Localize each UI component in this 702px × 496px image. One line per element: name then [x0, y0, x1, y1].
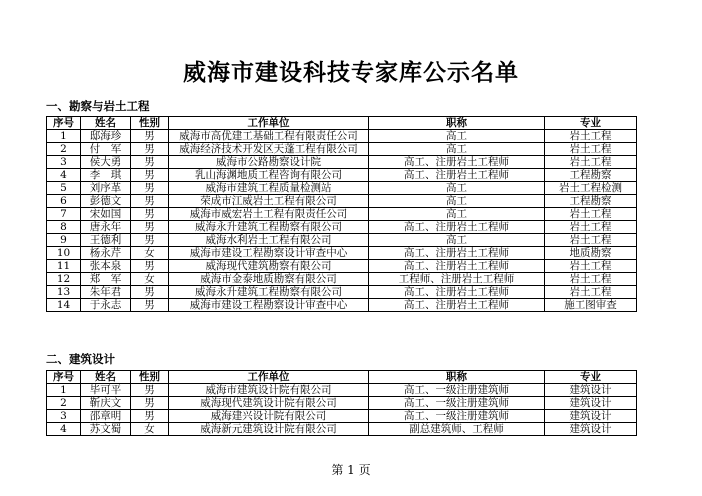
cell-title: 高工、注册岩土工程师: [369, 286, 545, 299]
header-index: 序号: [47, 371, 81, 384]
cell-index: 3: [47, 156, 81, 169]
cell-index: 13: [47, 286, 81, 299]
cell-name: 侯大勇: [81, 156, 131, 169]
header-name: 姓名: [81, 117, 131, 130]
cell-name: 邸海珍: [81, 130, 131, 143]
cell-gender: 男: [131, 410, 169, 423]
table-row: [47, 299, 637, 312]
cell-name: 杨永芹: [81, 247, 131, 260]
header-title: 职称: [369, 117, 545, 130]
cell-name: 宋如国: [81, 208, 131, 221]
cell-index: 1: [47, 384, 81, 397]
cell-specialty: 岩土工程: [545, 286, 637, 299]
cell-employer: 威海市威宏岩土工程有限责任公司: [169, 208, 369, 221]
cell-index: 4: [47, 423, 81, 436]
cell-title: 高工: [369, 234, 545, 247]
cell-gender: 女: [131, 423, 169, 436]
table-row: [47, 273, 637, 286]
cell-employer: 威海市公路勘察设计院: [169, 156, 369, 169]
header-index: 序号: [47, 117, 81, 130]
cell-index: 9: [47, 234, 81, 247]
table-row: [47, 286, 637, 299]
cell-name: 彭德文: [81, 195, 131, 208]
cell-employer: 威海永升建筑工程勘察有限公司: [169, 286, 369, 299]
cell-title: 高工、注册岩土工程师: [369, 169, 545, 182]
cell-specialty: 岩土工程: [545, 143, 637, 156]
table-row: [47, 169, 637, 182]
cell-gender: 男: [131, 299, 169, 312]
cell-title: 高工、一级注册建筑师: [369, 384, 545, 397]
cell-name: 苏文蜀: [81, 423, 131, 436]
cell-title: 高工、一级注册建筑师: [369, 410, 545, 423]
page-title: 威海市建设科技专家库公示名单: [183, 60, 519, 86]
cell-specialty: 岩土工程: [545, 260, 637, 273]
cell-gender: 男: [131, 182, 169, 195]
cell-name: 李 琪: [81, 169, 131, 182]
expert-table-survey: [46, 116, 637, 312]
cell-employer: 威海市金泰地质勘察有限公司: [169, 273, 369, 286]
cell-gender: 女: [131, 247, 169, 260]
cell-index: 12: [47, 273, 81, 286]
header-specialty: 专业: [545, 117, 637, 130]
table-row: [47, 247, 637, 260]
cell-gender: 男: [131, 156, 169, 169]
cell-gender: 男: [131, 234, 169, 247]
cell-specialty: 工程勘察: [545, 195, 637, 208]
cell-index: 7: [47, 208, 81, 221]
expert-table-architecture: [46, 370, 637, 436]
table-row: [47, 384, 637, 397]
cell-index: 6: [47, 195, 81, 208]
table-row: [47, 130, 637, 143]
table-header-row: [47, 371, 637, 384]
section-heading-architecture: 二、建筑设计: [46, 352, 115, 366]
table-row: [47, 423, 637, 436]
header-title: 职称: [369, 371, 545, 384]
cell-gender: 男: [131, 169, 169, 182]
cell-title: 高工、一级注册建筑师: [369, 397, 545, 410]
cell-index: 1: [47, 130, 81, 143]
cell-employer: 威海建兴设计院有限公司: [169, 410, 369, 423]
cell-index: 8: [47, 221, 81, 234]
table-row: [47, 208, 637, 221]
cell-gender: 女: [131, 273, 169, 286]
cell-specialty: 岩土工程: [545, 130, 637, 143]
table-header-row: [47, 117, 637, 130]
cell-employer: 威海市高优建工基础工程有限责任公司: [169, 130, 369, 143]
cell-name: 朱年君: [81, 286, 131, 299]
table-row: [47, 260, 637, 273]
header-gender: 性别: [131, 117, 169, 130]
cell-specialty: 建筑设计: [545, 384, 637, 397]
table-row: [47, 397, 637, 410]
cell-index: 14: [47, 299, 81, 312]
cell-specialty: 岩土工程: [545, 156, 637, 169]
cell-index: 10: [47, 247, 81, 260]
cell-specialty: 岩土工程: [545, 273, 637, 286]
cell-employer: 威海新元建筑设计院有限公司: [169, 423, 369, 436]
cell-specialty: 建筑设计: [545, 423, 637, 436]
cell-name: 靳庆文: [81, 397, 131, 410]
cell-employer: 威海水利岩土工程有限公司: [169, 234, 369, 247]
cell-title: 高工、注册岩土工程师: [369, 221, 545, 234]
cell-name: 唐永年: [81, 221, 131, 234]
cell-gender: 男: [131, 260, 169, 273]
table-row: [47, 195, 637, 208]
cell-index: 4: [47, 169, 81, 182]
cell-gender: 男: [131, 384, 169, 397]
cell-name: 郑 军: [81, 273, 131, 286]
header-specialty: 专业: [545, 371, 637, 384]
cell-title: 高工、注册岩土工程师: [369, 156, 545, 169]
header-gender: 性别: [131, 371, 169, 384]
table-row: [47, 410, 637, 423]
cell-employer: 威海经济技术开发区天蓬工程有限公司: [169, 143, 369, 156]
cell-name: 于永志: [81, 299, 131, 312]
cell-specialty: 工程勘察: [545, 169, 637, 182]
cell-title: 高工: [369, 182, 545, 195]
cell-title: 高工、注册岩土工程师: [369, 260, 545, 273]
section-heading-survey: 一、勘察与岩土工程: [46, 99, 150, 113]
header-employer: 工作单位: [169, 117, 369, 130]
cell-specialty: 施工图审查: [545, 299, 637, 312]
table-row: [47, 156, 637, 169]
cell-gender: 男: [131, 397, 169, 410]
header-name: 姓名: [81, 371, 131, 384]
page-number: 第 1 页: [331, 463, 371, 477]
cell-title: 副总建筑师、工程师: [369, 423, 545, 436]
cell-employer: 威海现代建筑勘察有限公司: [169, 260, 369, 273]
cell-name: 王德利: [81, 234, 131, 247]
header-employer: 工作单位: [169, 371, 369, 384]
cell-employer: 乳山海渊地质工程咨询有限公司: [169, 169, 369, 182]
cell-name: 张本泉: [81, 260, 131, 273]
cell-gender: 男: [131, 130, 169, 143]
cell-title: 工程师、注册岩土工程师: [369, 273, 545, 286]
cell-name: 刘序革: [81, 182, 131, 195]
cell-employer: 威海市建筑工程质量检测站: [169, 182, 369, 195]
cell-employer: 荣成市江威岩土工程有限公司: [169, 195, 369, 208]
cell-name: 毕可平: [81, 384, 131, 397]
cell-name: 邵章明: [81, 410, 131, 423]
cell-index: 3: [47, 410, 81, 423]
table-row: [47, 234, 637, 247]
cell-employer: 威海永升建筑工程勘察有限公司: [169, 221, 369, 234]
cell-title: 高工: [369, 143, 545, 156]
cell-specialty: 岩土工程: [545, 221, 637, 234]
cell-employer: 威海市建设工程勘察设计审查中心: [169, 247, 369, 260]
cell-gender: 男: [131, 195, 169, 208]
cell-gender: 男: [131, 221, 169, 234]
cell-specialty: 建筑设计: [545, 397, 637, 410]
cell-title: 高工: [369, 195, 545, 208]
cell-gender: 男: [131, 208, 169, 221]
cell-specialty: 建筑设计: [545, 410, 637, 423]
cell-title: 高工、注册岩土工程师: [369, 299, 545, 312]
table-row: [47, 143, 637, 156]
table-row: [47, 221, 637, 234]
cell-name: 付 军: [81, 143, 131, 156]
cell-index: 2: [47, 143, 81, 156]
cell-title: 高工: [369, 208, 545, 221]
cell-index: 5: [47, 182, 81, 195]
cell-title: 高工: [369, 130, 545, 143]
cell-gender: 男: [131, 143, 169, 156]
table-row: [47, 182, 637, 195]
cell-title: 高工、注册岩土工程师: [369, 247, 545, 260]
cell-specialty: 岩土工程: [545, 208, 637, 221]
cell-employer: 威海现代建筑设计院有限公司: [169, 397, 369, 410]
cell-index: 2: [47, 397, 81, 410]
cell-employer: 威海市建设工程勘察设计审查中心: [169, 299, 369, 312]
cell-index: 11: [47, 260, 81, 273]
cell-gender: 男: [131, 286, 169, 299]
cell-specialty: 地质勘察: [545, 247, 637, 260]
cell-specialty: 岩土工程检测: [545, 182, 637, 195]
cell-employer: 威海市建筑设计院有限公司: [169, 384, 369, 397]
cell-specialty: 岩土工程: [545, 234, 637, 247]
